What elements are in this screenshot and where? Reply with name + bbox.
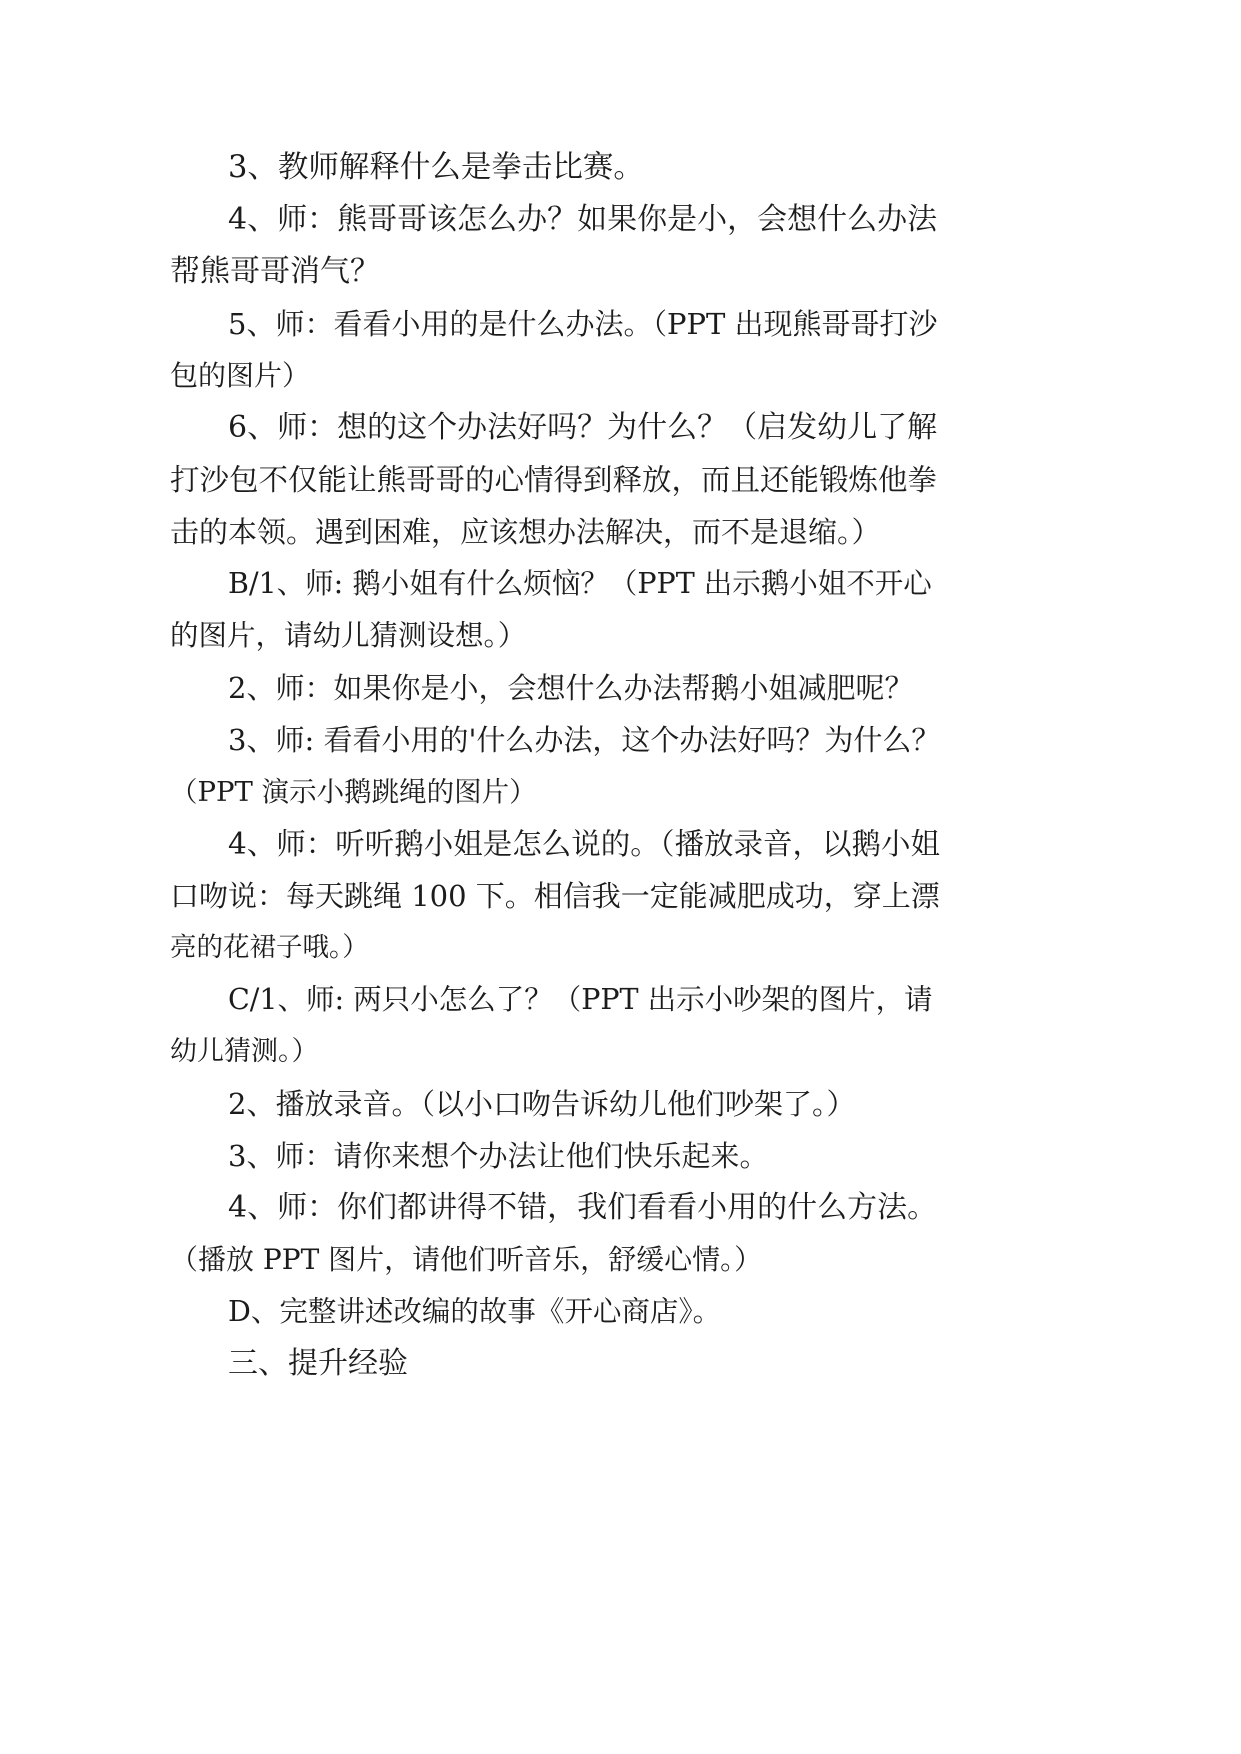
text-line: 2、师：如果你是小，会想什么办法帮鹅小姐减肥呢？	[228, 671, 914, 705]
text-line: 三、提升经验	[228, 1346, 408, 1381]
text-line: 4、师：你们都讲得不错，我们看看小用的什么方法。	[228, 1190, 938, 1225]
text-line: 6、师：想的这个办法好吗？为什么？（启发幼儿了解	[228, 410, 938, 445]
text-line: 5、师：看看小用的是什么办法。（PPT 出现熊哥哥打沙	[228, 307, 938, 341]
text-line: （播放 PPT 图片，请他们听音乐，舒缓心情。）	[170, 1243, 763, 1276]
text-line: （PPT 演示小鹅跳绳的图片）	[170, 776, 537, 808]
text-line: 4、师：听听鹅小姐是怎么说的。（播放录音，以鹅小姐	[228, 827, 941, 861]
text-line: 3、师：请你来想个办法让他们快乐起来。	[228, 1139, 769, 1173]
text-line: 4、师：熊哥哥该怎么办？如果你是小，会想什么办法	[228, 202, 938, 237]
text-line: 包的图片）	[170, 359, 311, 392]
text-line: 口吻说：每天跳绳 100 下。相信我一定能减肥成功，穿上漂	[170, 879, 940, 913]
text-line: 帮熊哥哥消气？	[170, 254, 380, 289]
text-line: 的图片，请幼儿猜测设想。）	[170, 619, 527, 652]
text-line: D、完整讲述改编的故事《开心商店》。	[228, 1295, 722, 1328]
text-line: 3、师: 看看小用的'什么办法，这个办法好吗？为什么？	[228, 723, 941, 757]
text-line: 幼儿猜测。）	[170, 1036, 319, 1067]
text-line: 3、教师解释什么是拳击比赛。	[228, 150, 644, 185]
text-line: 打沙包不仅能让熊哥哥的心情得到释放，而且还能锻炼他拳	[170, 463, 938, 497]
text-line: C/1、师: 两只小怎么了？（PPT 出示小吵架的图片，请	[228, 983, 933, 1016]
text-line: 击的本领。遇到困难，应该想办法解决，而不是退缩。）	[170, 515, 881, 549]
text-line: B/1、师: 鹅小姐有什么烦恼？（PPT 出示鹅小姐不开心	[228, 567, 932, 600]
text-line: 亮的花裙子哦。）	[170, 932, 369, 963]
text-line: 2、播放录音。（以小口吻告诉幼儿他们吵架了。）	[228, 1087, 856, 1121]
